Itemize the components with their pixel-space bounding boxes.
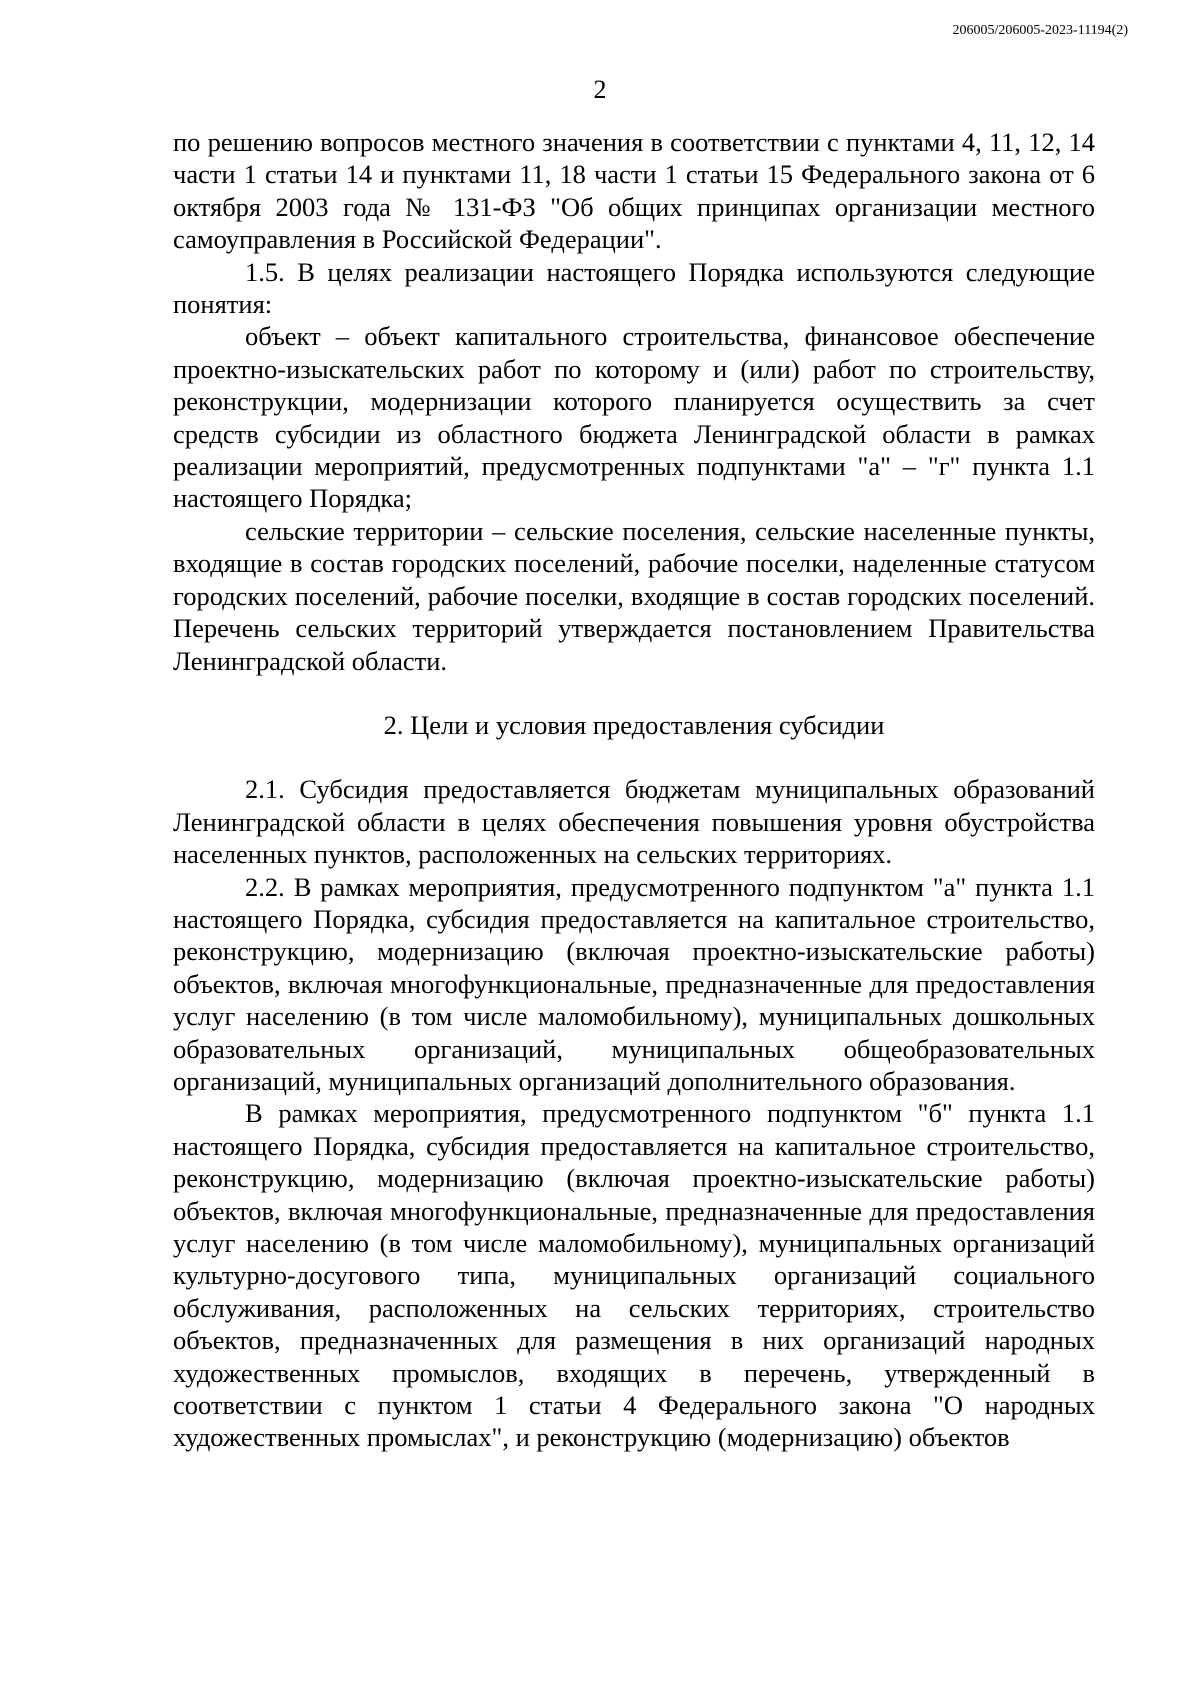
paragraph-2-1: 2.1. Субсидия предоставляется бюджетам муниципальных образований Ленинградской области в целях обеспечения повышения уровня обустройства населенных пунктов, расположенных на сельских территориях.: [173, 774, 1095, 870]
paragraph-2-2-b: В рамках мероприятия, предусмотренного подпунктом "б" пункта 1.1 настоящего Порядка, субсидия предоставляется на капитальное строительство, реконструкцию, модернизацию (включая проектно-изыскательские работы) объектов, включая многофункциональные, предназначенные для предоставления услуг населению (в том числе маломобильному), муниципальных организаций культурно-досугового типа, муниципальных организаций социального обслуживания, расположенных на сельских территориях, строительство объектов, предназначенных для размещения в них организаций народных художественных промыслов, входящих в перечень, утвержденный в соответствии с пунктом 1 статьи 4 Федерального закона "О народных художественных промыслах", и реконструкцию (модернизацию) объектов: [173, 1098, 1095, 1453]
spacer: [173, 677, 1095, 709]
document-id: 206005/206005-2023-11194(2): [952, 23, 1128, 38]
paragraph-continuation: по решению вопросов местного значения в соответствии с пунктами 4, 11, 12, 14 части 1 статьи 14 и пунктами 11, 18 части 1 статьи 15 Федерального закона от 6 октября 2003 года № 131-ФЗ "Об общих принципах организации местного самоуправления в Российской Федерации".: [173, 127, 1095, 255]
document-body: [173, 126, 1095, 1454]
paragraph-1-5: 1.5. В целях реализации настоящего Порядка используются следующие понятия:: [173, 256, 1095, 320]
section-2-heading: 2. Цели и условия предоставления субсидии: [383, 709, 885, 740]
paragraph-definition-object: объект – объект капитального строительства, финансовое обеспечение проектно-изыскательских работ по которому и (или) работ по строительству, реконструкции, модернизации которого планируется осуществить за счет средств субсидии из областного бюджета Ленинградской области в рамках реализации мероприятий, предусмотренных подпунктами "а" – "г" пункта 1.1 настоящего Порядка;: [173, 321, 1095, 514]
paragraph-2-2: 2.2. В рамках мероприятия, предусмотренного подпунктом "а" пункта 1.1 настоящего Порядка, субсидия предоставляется на капитальное строительство, реконструкцию, модернизацию (включая проектно-изыскательские работы) объектов, включая многофункциональные, предназначенные для предоставления услуг населению (в том числе маломобильному), муниципальных дошкольных образовательных организаций, муниципальных общеобразовательных организаций, муниципальных организаций дополнительного образования.: [173, 871, 1095, 1096]
page-number: 2: [593, 75, 607, 104]
spacer: [173, 741, 1095, 773]
paragraph-definition-rural-territories: сельские территории – сельские поселения, сельские населенные пункты, входящие в состав городских поселений, рабочие поселки, наделенные статусом городских поселений, рабочие поселки, входящие в состав городских поселений. Перечень сельских территорий утверждается постановлением Правительства Ленинградской области.: [173, 515, 1095, 676]
